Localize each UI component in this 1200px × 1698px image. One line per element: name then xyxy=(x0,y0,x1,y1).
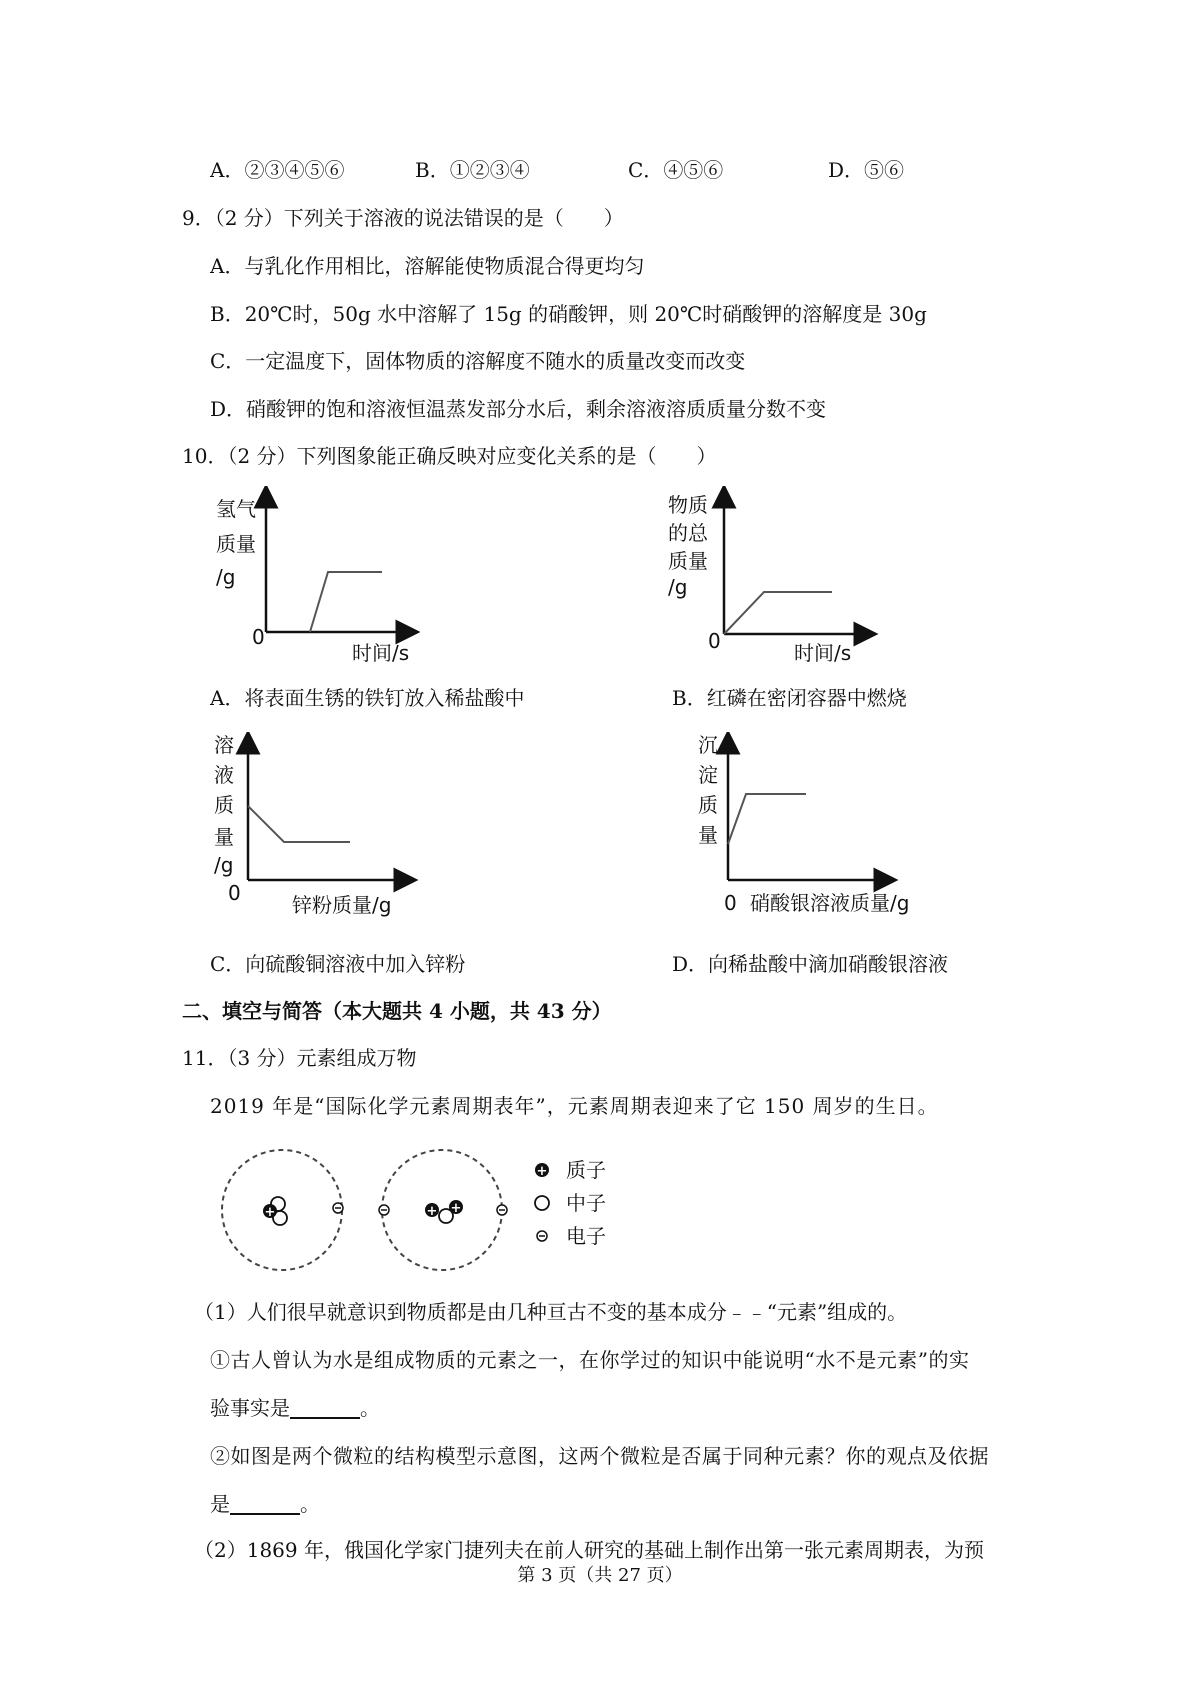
q11-part1: （1）人们很早就意识到物质都是由几种亘古不变的基本成分﹣﹣“元素”组成的。 xyxy=(194,1300,908,1324)
neutron-icon xyxy=(535,1196,549,1210)
answer-blank-1[interactable] xyxy=(290,1397,360,1419)
legend-electron: 电子 xyxy=(566,1224,606,1248)
page-footer: 第 3 页（共 27 页） xyxy=(517,1565,683,1586)
graph-a xyxy=(200,486,420,666)
y-label-1: 溶 xyxy=(214,733,234,757)
q8-option-c: C．④⑤⑥ xyxy=(628,158,724,182)
q11-stem: 11．（3 分）元素组成万物 xyxy=(182,1046,417,1070)
q9-option-a: A．与乳化作用相比，溶解能使物质混合得更均匀 xyxy=(210,254,645,278)
q10-stem: 10．（2 分）下列图象能正确反映对应变化关系的是（ ） xyxy=(182,444,717,468)
y-label-3: 质量 xyxy=(668,549,708,573)
curve xyxy=(724,592,832,634)
origin: 0 xyxy=(228,881,241,905)
origin: 0 xyxy=(252,625,265,649)
y-label-2: 液 xyxy=(214,763,234,787)
graph-b-caption: B．红磷在密闭容器中燃烧 xyxy=(672,686,907,710)
y-label-1: 物质 xyxy=(668,493,708,517)
graph-b xyxy=(660,486,880,666)
legend-proton: 质子 xyxy=(566,1158,606,1182)
svg-text:+: + xyxy=(426,1204,438,1219)
graph-d xyxy=(680,732,940,922)
q9-option-b: B．20℃时，50g 水中溶解了 15g 的硝酸钾，则 20℃时硝酸钾的溶解度是 30g xyxy=(210,302,927,326)
atom-models xyxy=(210,1140,630,1280)
y-label-2: 的总 xyxy=(668,521,708,545)
svg-text:+: + xyxy=(264,1205,276,1220)
q11-part1-q1-answer: 验事实是 。 xyxy=(210,1396,380,1420)
origin: 0 xyxy=(708,629,721,653)
y-label-3: /g xyxy=(216,565,236,589)
graph-d-caption: D．向稀盐酸中滴加硝酸银溶液 xyxy=(672,952,949,976)
section-title: 二、填空与简答（本大题共 4 小题，共 43 分） xyxy=(182,999,612,1023)
x-label: 硝酸银溶液质量/g xyxy=(750,891,910,915)
q11-part1-q2: ②如图是两个微粒的结构模型示意图，这两个微粒是否属于同种元素？你的观点及依据 xyxy=(210,1444,989,1468)
x-label: 时间/s xyxy=(794,641,852,665)
graph-c-caption: C．向硫酸铜溶液中加入锌粉 xyxy=(210,952,466,976)
y-label-1: 沉 xyxy=(698,733,718,757)
x-label: 锌粉质量/g xyxy=(292,893,392,917)
curve xyxy=(310,572,382,632)
y-label-1: 氢气 xyxy=(216,497,256,521)
q11-part1-q1: ①古人曾认为水是组成物质的元素之一，在你学过的知识中能说明“水不是元素”的实 xyxy=(210,1348,970,1372)
curve xyxy=(728,794,806,844)
q11-part1-q2-answer: 是 。 xyxy=(210,1492,320,1516)
y-label-4: 量 xyxy=(214,825,234,849)
q11-part2: （2）1869 年，俄国化学家门捷列夫在前人研究的基础上制作出第一张元素周期表，为预 xyxy=(194,1538,984,1562)
origin: 0 xyxy=(724,891,737,915)
q9-option-c: C．一定温度下，固体物质的溶解度不随水的质量改变而改变 xyxy=(210,349,746,373)
q8-option-a: A．②③④⑤⑥ xyxy=(210,158,345,182)
svg-text:+: + xyxy=(450,1201,462,1216)
y-label-3: 质 xyxy=(698,793,718,817)
graph-a-caption: A．将表面生锈的铁钉放入稀盐酸中 xyxy=(210,686,525,710)
graph-c xyxy=(200,732,440,922)
y-label-2: 淀 xyxy=(698,763,718,787)
answer-blank-2[interactable] xyxy=(230,1493,300,1515)
svg-text:+: + xyxy=(536,1164,548,1179)
legend-neutron: 中子 xyxy=(566,1191,606,1215)
q9-stem: 9．（2 分）下列关于溶液的说法错误的是（ ） xyxy=(182,206,624,230)
q9-option-d: D．硝酸钾的饱和溶液恒温蒸发部分水后，剩余溶液溶质质量分数不变 xyxy=(210,397,827,421)
y-label-4: 量 xyxy=(698,823,718,847)
x-label: 时间/s xyxy=(352,641,410,665)
q8-option-b: B．①②③④ xyxy=(415,158,530,182)
y-label-5: /g xyxy=(214,853,234,877)
y-label-2: 质量 xyxy=(216,532,256,556)
curve xyxy=(248,806,350,842)
q8-option-d: D．⑤⑥ xyxy=(828,158,905,182)
q11-intro: 2019 年是“国际化学元素周期表年”，元素周期表迎来了它 150 周岁的生日。 xyxy=(210,1094,939,1118)
y-label-3: 质 xyxy=(214,793,234,817)
y-label-4: /g xyxy=(668,575,688,599)
